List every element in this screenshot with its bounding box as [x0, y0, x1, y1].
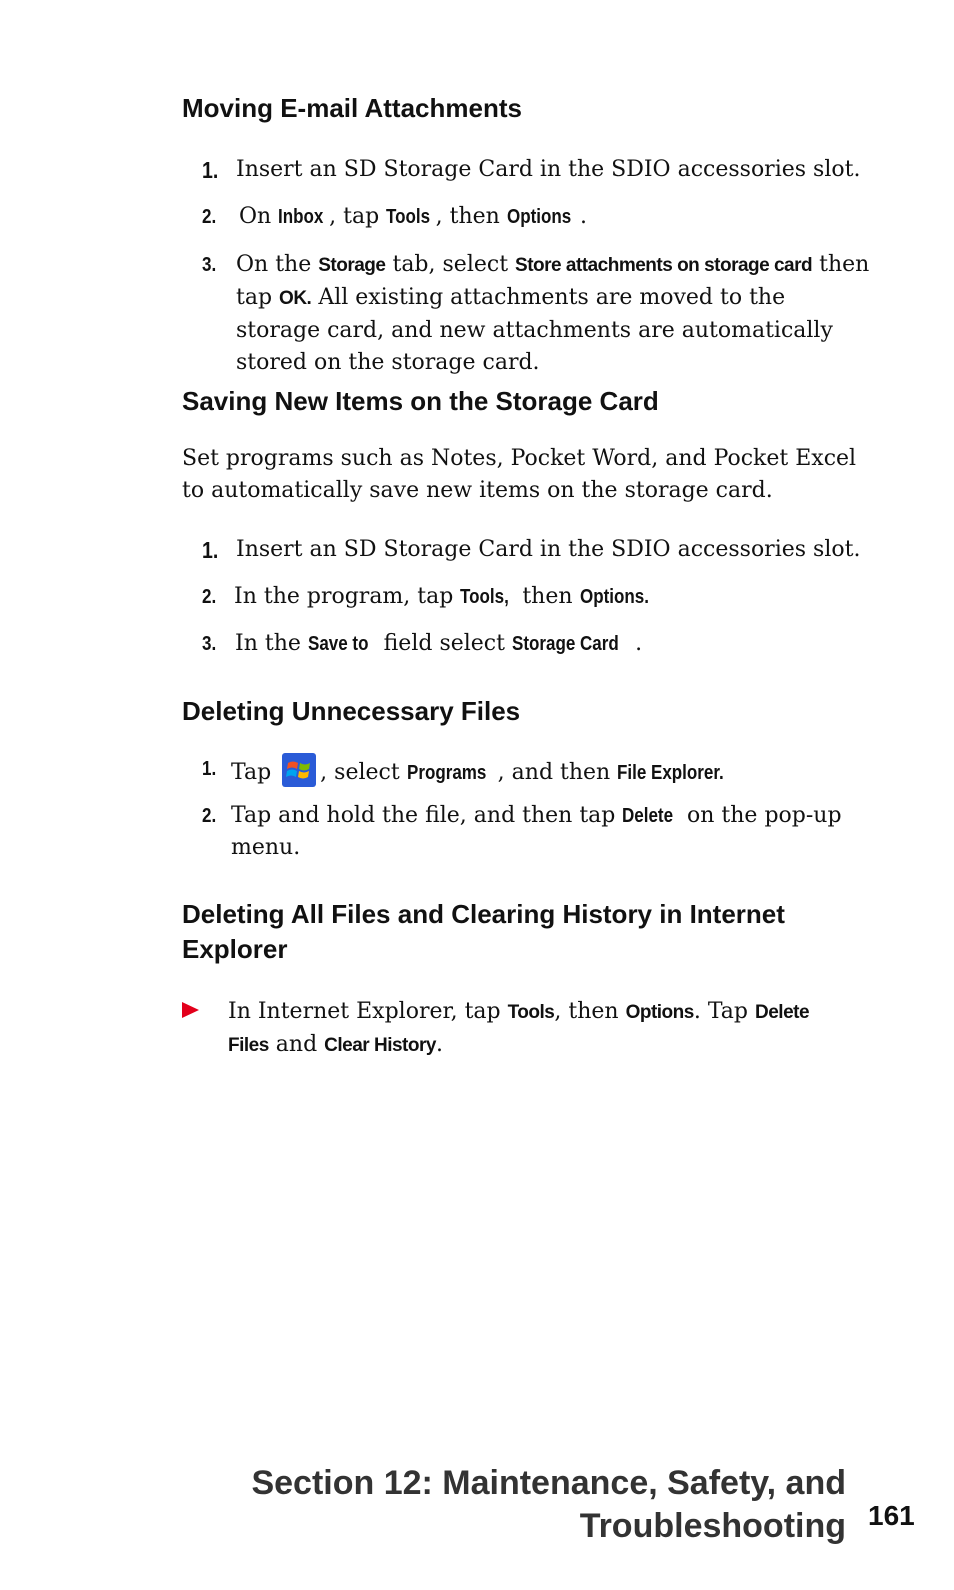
ui-term: Storage Card [511, 633, 619, 655]
ui-term: Save to [307, 633, 369, 655]
step-number: 3. [202, 633, 217, 655]
step-text: . [580, 204, 587, 229]
footer-section-line2: Troubleshooting [579, 1507, 846, 1545]
ui-term: Delete Files [228, 1002, 810, 1056]
windows-start-icon [282, 753, 316, 787]
ui-term: Clear History [324, 1035, 436, 1056]
list-item [202, 154, 876, 186]
step-number: 2. [202, 206, 217, 228]
step-text: field select [376, 631, 512, 656]
ui-term: Options [506, 206, 572, 228]
ui-term: Inbox [278, 206, 324, 228]
step-text: , and then [497, 760, 618, 785]
heading-clearing-history: Deleting All Files and Clearing History in Internet Explorer [182, 899, 785, 964]
step-text: Tap and hold the file, and then tap [231, 803, 623, 828]
step-text: . [435, 1032, 443, 1057]
red-triangle-bullet-icon [182, 1002, 199, 1018]
step-text: , select [320, 760, 407, 785]
footer-section-line1: Section 12: Maintenance, Safety, and [251, 1464, 846, 1502]
step-text: Insert an SD Storage Card in the SDIO accessories slot. [236, 537, 861, 562]
step-text: On the [236, 252, 319, 277]
list-item [228, 996, 838, 1062]
list-item [202, 753, 871, 789]
ui-term: File Explorer. [617, 762, 724, 784]
step-text: In the [235, 631, 308, 656]
step-text: Insert an SD Storage Card in the SDIO accessories slot. [236, 157, 861, 182]
intro-paragraph: Set programs such as Notes, Pocket Word, and Pocket Excel to automatically save new items on the storage card. [182, 446, 857, 503]
step-text: then [515, 584, 580, 609]
step-number: 1. [202, 157, 219, 183]
section-footer [146, 1462, 846, 1548]
step-text: and [268, 1032, 325, 1057]
ui-term: Store attachments on storage card [515, 255, 813, 276]
step-text: In the program, tap [234, 584, 461, 609]
heading-moving-attachments: Moving E-mail Attachments [182, 93, 522, 123]
step-text: . Tap [693, 999, 755, 1024]
heading-saving-new-items: Saving New Items on the Storage Card [182, 386, 659, 416]
step-text: All existing attachments are moved to the storage card, and new attachments are automatically stored on the storage card. [236, 285, 833, 375]
ui-term: Options. [579, 586, 649, 608]
step-number: 3. [202, 254, 217, 276]
step-text: In Internet Explorer, tap [228, 999, 508, 1024]
step-text: , then [554, 999, 626, 1024]
step-text: tab, select [385, 252, 516, 277]
document-page [182, 0, 872, 1590]
ui-term: Tools, [460, 586, 510, 608]
heading-deleting-files: Deleting Unnecessary Files [182, 696, 521, 726]
step-text: on the pop-up menu. [231, 803, 842, 860]
step-text: , tap [329, 204, 387, 229]
step-text: , then [435, 204, 507, 229]
page-number: 161 [868, 1500, 915, 1531]
ui-term: Tools [386, 206, 431, 228]
list-item [202, 249, 876, 379]
ui-term: OK. [279, 288, 312, 309]
list-item [202, 581, 874, 613]
list-item [202, 628, 875, 660]
step-number: 2. [202, 805, 217, 827]
step-text: On [239, 204, 279, 229]
list-item [202, 800, 871, 864]
step-number: 1. [202, 537, 219, 563]
ui-term: Tools [507, 1002, 555, 1023]
ui-term: Delete [622, 805, 674, 827]
list-item [202, 534, 876, 566]
step-text: then tap [236, 252, 870, 310]
ui-term: Options [625, 1002, 694, 1023]
step-text: . [635, 631, 643, 656]
ui-term: Storage [318, 255, 386, 276]
step-text: Tap [231, 760, 279, 785]
step-number: 1. [202, 758, 217, 780]
step-number: 2. [202, 586, 217, 608]
ui-term: Programs [406, 762, 487, 784]
list-item [202, 201, 879, 233]
